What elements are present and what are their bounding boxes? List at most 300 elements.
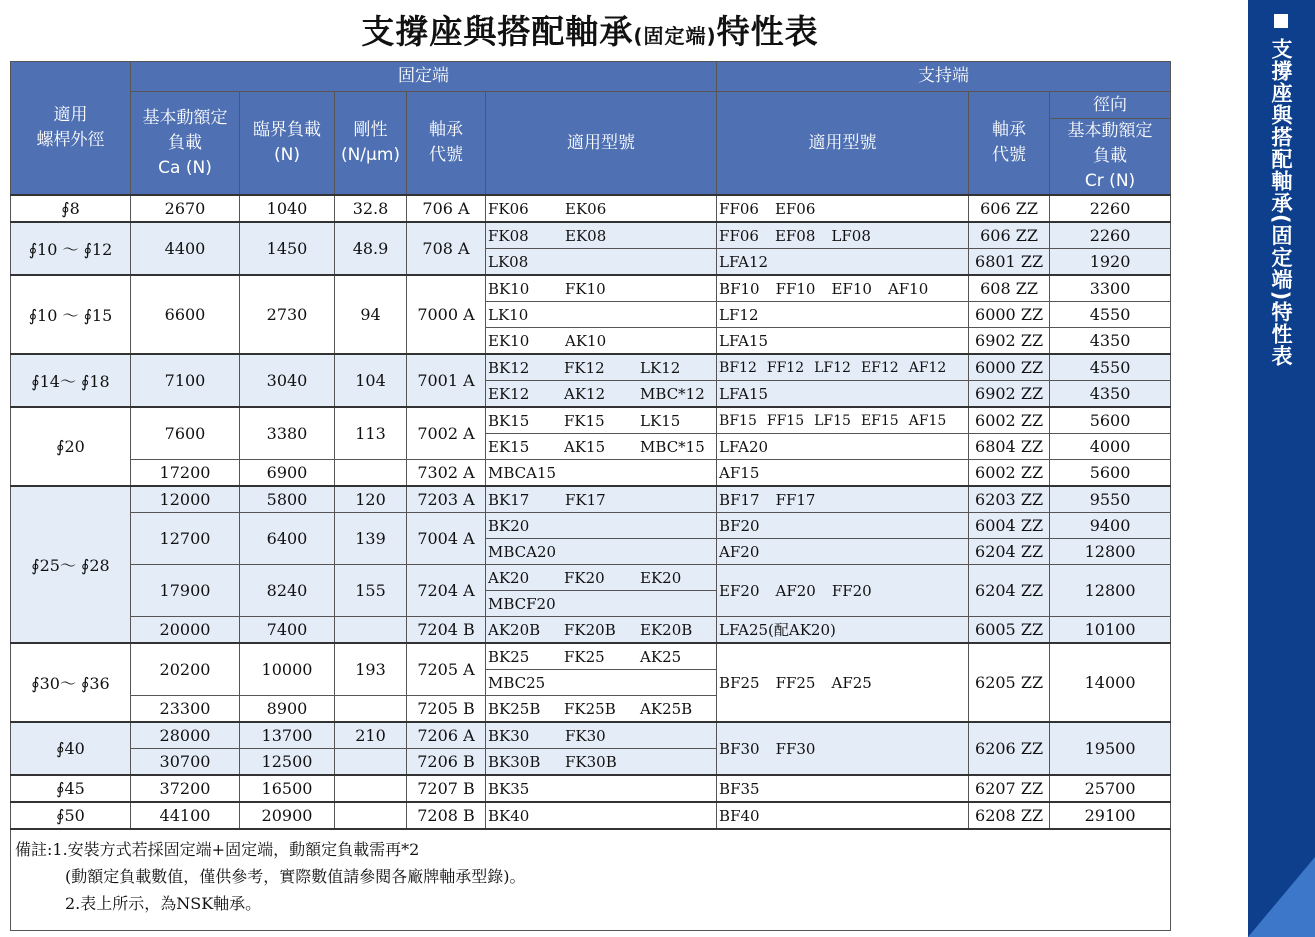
table-cell: 6205 ZZ: [969, 643, 1050, 722]
cell-text: FF10: [775, 279, 816, 298]
cell-text: LK10: [488, 305, 529, 324]
cell-text: BF35: [719, 779, 760, 798]
table-cell: 7400: [240, 617, 335, 644]
note-line: 備註:1.安裝方式若採固定端+固定端，動額定負載需再*2: [15, 840, 420, 859]
cell-text: 基本動額定: [142, 107, 228, 128]
model-cell: [486, 617, 717, 644]
model-cell: [486, 460, 717, 487]
table-cell: 44100: [131, 802, 240, 829]
table-cell: [335, 802, 407, 829]
table-cell: 6900: [240, 460, 335, 487]
table-cell: 28000: [131, 722, 240, 749]
cell-text: FK20: [564, 568, 605, 587]
table-cell: 48.9: [335, 222, 407, 275]
table-cell: 6208 ZZ: [969, 802, 1050, 829]
table-cell: 139: [335, 513, 407, 565]
table-cell: 6400: [240, 513, 335, 565]
cell-text: BK40: [488, 806, 530, 825]
cell-text: AF15: [719, 463, 760, 482]
cell-text: EK10: [488, 331, 530, 350]
table-cell: 4350: [1050, 328, 1171, 355]
cell-text: EF10: [831, 279, 872, 298]
cell-text: 軸承: [429, 120, 463, 140]
table-cell: 32.8: [335, 195, 407, 222]
cell-text: BF12: [719, 359, 757, 376]
cell-text: FK30: [565, 726, 606, 745]
table-cell: 20200: [131, 643, 240, 696]
table-cell: 6203 ZZ: [969, 486, 1050, 513]
table-cell: 7000 A: [407, 275, 486, 354]
cell-text: MBC*12: [640, 384, 705, 403]
model-cell: [486, 802, 717, 829]
model-cell: [486, 222, 717, 249]
cell-text: 臨界負載: [253, 120, 321, 140]
table-row: [11, 617, 1171, 644]
cell-text: EF12: [860, 359, 899, 376]
table-cell: 4350: [1050, 381, 1171, 408]
table-cell: 7205 B: [407, 696, 486, 723]
cell-text: 代號: [429, 145, 463, 165]
cell-text: FF17: [775, 490, 816, 509]
cell-text: AF20: [719, 542, 760, 561]
table-cell: 12500: [240, 749, 335, 776]
table-cell: [335, 749, 407, 776]
cell-text: 軸承: [992, 120, 1027, 140]
cell-text: FF30: [775, 739, 816, 758]
cell-text: EK15: [488, 437, 530, 456]
title-text: (固定端): [633, 24, 717, 48]
notes-row: [11, 829, 1171, 931]
cell-text: LF15: [814, 412, 851, 429]
table-cell: 6902 ZZ: [969, 328, 1050, 355]
table-cell: 3380: [240, 407, 335, 460]
cell-text: LF12: [719, 305, 759, 324]
cell-text: FK08: [488, 226, 529, 245]
table-cell: 4550: [1050, 302, 1171, 328]
table-cell: 706 A: [407, 195, 486, 222]
table-cell: 7002 A: [407, 407, 486, 460]
table-cell: 3300: [1050, 275, 1171, 302]
cell-text: AK20: [488, 568, 530, 587]
table-cell: 7302 A: [407, 460, 486, 487]
table-cell: 2260: [1050, 195, 1171, 222]
cell-text: BK25: [488, 647, 530, 666]
table-cell: ∮10 ～ ∮12: [11, 222, 131, 275]
model-cell: [486, 565, 717, 591]
header-radial: 徑向: [1050, 92, 1171, 119]
table-row: [11, 222, 1171, 249]
cell-text: FF20: [831, 581, 872, 600]
table-cell: 29100: [1050, 802, 1171, 829]
model-cell: [486, 328, 717, 355]
table-cell: 7206 A: [407, 722, 486, 749]
table-cell: 6204 ZZ: [969, 565, 1050, 617]
title-text: 支撐座與搭配軸承(固定端)特性表: [1269, 38, 1293, 368]
table-cell: ∮20: [11, 407, 131, 486]
header-fixed-bearing: [407, 92, 486, 196]
cell-text: Ca (N): [158, 157, 212, 178]
cell-text: FK10: [565, 279, 606, 298]
title-text: 支撐座與搭配軸承: [361, 12, 634, 51]
cell-text: EK08: [565, 226, 607, 245]
model-cell: [717, 539, 969, 565]
cell-text: 基本動額定: [1067, 121, 1153, 141]
table-cell: ∮50: [11, 802, 131, 829]
header-cr: [1050, 119, 1171, 196]
cell-text: AK25: [640, 647, 682, 666]
table-row: [11, 354, 1171, 381]
table-cell: 6600: [131, 275, 240, 354]
cell-text: AK25B: [640, 699, 693, 718]
header-support-end: 支持端: [717, 62, 1171, 92]
table-cell: ∮25～ ∮28: [11, 486, 131, 643]
cell-text: FK25: [564, 647, 605, 666]
table-cell: ∮30～ ∮36: [11, 643, 131, 722]
cell-text: LFA25(配AK20): [719, 621, 836, 639]
cell-text: BF10: [719, 279, 760, 298]
table-cell: 17200: [131, 460, 240, 487]
header-diameter: [11, 62, 131, 196]
table-cell: 6004 ZZ: [969, 513, 1050, 539]
table-cell: 113: [335, 407, 407, 460]
model-cell: [486, 749, 717, 776]
cell-text: FK20B: [564, 620, 616, 639]
table-cell: 7206 B: [407, 749, 486, 776]
cell-text: BF30: [719, 739, 760, 758]
table-row: [11, 643, 1171, 670]
table-cell: [335, 617, 407, 644]
cell-text: EF15: [860, 412, 899, 429]
model-cell: [717, 513, 969, 539]
cell-text: (N/μm): [340, 145, 401, 165]
cell-text: EF08: [774, 226, 816, 245]
table-cell: 14000: [1050, 643, 1171, 722]
cell-text: 適用: [53, 105, 88, 125]
table-cell: 5600: [1050, 407, 1171, 434]
table-cell: 7204 B: [407, 617, 486, 644]
note-line: 2.表上所示，為NSK軸承。: [65, 894, 262, 913]
table-row: [11, 407, 1171, 434]
table-row: [11, 486, 1171, 513]
sidebar-banner: [1248, 0, 1315, 937]
table-cell: [335, 775, 407, 802]
table-cell: 4550: [1050, 354, 1171, 381]
page-title: [0, 6, 1180, 53]
cell-text: BK20: [488, 516, 530, 535]
model-cell: [486, 513, 717, 539]
table-cell: 12800: [1050, 565, 1171, 617]
cell-text: LFA12: [719, 252, 769, 271]
square-bullet-icon: [1274, 14, 1288, 28]
table-cell: 37200: [131, 775, 240, 802]
cell-text: LF08: [831, 226, 871, 245]
table-cell: 608 ZZ: [969, 275, 1050, 302]
table-cell: 16500: [240, 775, 335, 802]
notes: [11, 829, 1171, 931]
table-cell: 4000: [1050, 434, 1171, 460]
cell-text: MBC*15: [640, 437, 705, 456]
corner-decoration: [1248, 857, 1315, 937]
cell-text: MBCA15: [488, 463, 557, 482]
model-cell: [486, 486, 717, 513]
cell-text: MBCF20: [488, 594, 556, 613]
table-cell: 17900: [131, 565, 240, 617]
table-cell: 2670: [131, 195, 240, 222]
table-cell: 4400: [131, 222, 240, 275]
cell-text: FK25B: [564, 699, 616, 718]
table-cell: 7205 A: [407, 643, 486, 696]
cell-text: 剛性: [353, 120, 388, 140]
model-cell: [717, 407, 969, 434]
cell-text: 負載: [168, 132, 202, 153]
table-cell: 1040: [240, 195, 335, 222]
table-row: [11, 513, 1171, 539]
table-cell: 12000: [131, 486, 240, 513]
table-cell: 708 A: [407, 222, 486, 275]
cell-text: BF15: [719, 412, 757, 429]
table-cell: 25700: [1050, 775, 1171, 802]
table-cell: 9550: [1050, 486, 1171, 513]
table-cell: 7600: [131, 407, 240, 460]
cell-text: FF06: [719, 199, 759, 218]
model-cell: [486, 591, 717, 617]
table-cell: 20000: [131, 617, 240, 644]
model-cell: [717, 722, 969, 775]
header-rigidity: [335, 92, 407, 196]
cell-text: EK06: [565, 199, 607, 218]
model-cell: [717, 486, 969, 513]
table-cell: 193: [335, 643, 407, 696]
header-fixed-end: 固定端: [131, 62, 717, 92]
table-cell: ∮45: [11, 775, 131, 802]
table-cell: 10100: [1050, 617, 1171, 644]
cell-text: 代號: [992, 145, 1027, 165]
table-cell: 6000 ZZ: [969, 302, 1050, 328]
sidebar-label: [1266, 14, 1296, 367]
model-cell: [486, 434, 717, 460]
cell-text: BK35: [488, 779, 530, 798]
table-cell: ∮40: [11, 722, 131, 775]
table-row: [11, 565, 1171, 591]
cell-text: 負載: [1093, 146, 1128, 166]
table-row: [11, 195, 1171, 222]
model-cell: [717, 222, 969, 249]
cell-text: BK10: [488, 279, 530, 298]
cell-text: (N): [274, 145, 300, 165]
cell-text: LK12: [640, 358, 681, 377]
table-cell: 6902 ZZ: [969, 381, 1050, 408]
table-cell: 155: [335, 565, 407, 617]
table-cell: [335, 696, 407, 723]
cell-text: FK15: [564, 411, 605, 430]
table-row: [11, 722, 1171, 749]
table-cell: 7001 A: [407, 354, 486, 407]
cell-text: AF20: [775, 581, 816, 600]
table-row: [11, 460, 1171, 487]
model-cell: [486, 696, 717, 723]
cell-text: AF15: [908, 412, 947, 429]
table-cell: 6005 ZZ: [969, 617, 1050, 644]
table-row: [11, 275, 1171, 302]
cell-text: FK06: [488, 199, 529, 218]
table-cell: 6804 ZZ: [969, 434, 1050, 460]
model-cell: [486, 275, 717, 302]
table-cell: 1920: [1050, 249, 1171, 276]
table-cell: ∮14～ ∮18: [11, 354, 131, 407]
cell-text: AF10: [887, 279, 929, 298]
table-cell: 1450: [240, 222, 335, 275]
table-cell: 7208 B: [407, 802, 486, 829]
header-support-bearing: [969, 92, 1050, 196]
model-cell: [486, 249, 717, 276]
cell-text: LFA15: [719, 331, 769, 350]
table-row: [11, 802, 1171, 829]
model-cell: [486, 539, 717, 565]
table-cell: 30700: [131, 749, 240, 776]
cell-text: LF12: [814, 359, 851, 376]
table-cell: 7004 A: [407, 513, 486, 565]
table-cell: ∮10 ～ ∮15: [11, 275, 131, 354]
model-cell: [486, 643, 717, 670]
table-cell: 5600: [1050, 460, 1171, 487]
table-cell: 606 ZZ: [969, 195, 1050, 222]
table-cell: 9400: [1050, 513, 1171, 539]
model-cell: [717, 643, 969, 722]
cell-text: LK15: [640, 411, 681, 430]
cell-text: BK25B: [488, 699, 541, 718]
table-cell: 120: [335, 486, 407, 513]
table-cell: 6002 ZZ: [969, 407, 1050, 434]
table-cell: 3040: [240, 354, 335, 407]
table-cell: 6000 ZZ: [969, 354, 1050, 381]
model-cell: [717, 802, 969, 829]
table-cell: 6204 ZZ: [969, 539, 1050, 565]
header-support-models: 適用型號: [717, 92, 969, 196]
cell-text: FF25: [775, 673, 816, 692]
table-cell: 606 ZZ: [969, 222, 1050, 249]
cell-text: FF06: [719, 226, 759, 245]
table-cell: 13700: [240, 722, 335, 749]
cell-text: Cr (N): [1084, 171, 1136, 191]
table-cell: 2260: [1050, 222, 1171, 249]
model-cell: [717, 275, 969, 302]
model-cell: [486, 775, 717, 802]
table-cell: 6207 ZZ: [969, 775, 1050, 802]
cell-text: FF12: [766, 359, 805, 376]
model-cell: [717, 460, 969, 487]
cell-text: BK17: [488, 490, 530, 509]
table-cell: 7207 B: [407, 775, 486, 802]
model-cell: [486, 354, 717, 381]
cell-text: EF06: [774, 199, 816, 218]
table-cell: 6801 ZZ: [969, 249, 1050, 276]
table-cell: 19500: [1050, 722, 1171, 775]
title-text: 特性表: [716, 12, 819, 51]
cell-text: FK30B: [565, 752, 617, 771]
cell-text: 螺桿外徑: [36, 130, 105, 150]
table-row: [11, 775, 1171, 802]
model-cell: [486, 381, 717, 408]
table-cell: 6002 ZZ: [969, 460, 1050, 487]
cell-text: AK20B: [488, 620, 541, 639]
table-cell: 7203 A: [407, 486, 486, 513]
model-cell: [486, 407, 717, 434]
table-cell: 2730: [240, 275, 335, 354]
cell-text: AF25: [831, 673, 872, 692]
table-cell: 7100: [131, 354, 240, 407]
table-cell: 12800: [1050, 539, 1171, 565]
table-cell: 94: [335, 275, 407, 354]
cell-text: FK12: [564, 358, 605, 377]
cell-text: MBC25: [488, 673, 546, 692]
header-ca: [131, 92, 240, 196]
cell-text: AK10: [565, 331, 607, 350]
cell-text: LK08: [488, 252, 529, 271]
model-cell: [717, 195, 969, 222]
table-cell: 210: [335, 722, 407, 749]
model-cell: [717, 617, 969, 644]
table-cell: 8240: [240, 565, 335, 617]
table-cell: 12700: [131, 513, 240, 565]
model-cell: [486, 302, 717, 328]
table-cell: [335, 460, 407, 487]
cell-text: BK30B: [488, 752, 541, 771]
cell-text: LFA20: [719, 437, 769, 456]
table-cell: 7204 A: [407, 565, 486, 617]
cell-text: BK12: [488, 358, 530, 377]
model-cell: [486, 670, 717, 696]
cell-text: LFA15: [719, 384, 769, 403]
cell-text: FK17: [565, 490, 606, 509]
cell-text: MBCA20: [488, 542, 557, 561]
model-cell: [717, 381, 969, 408]
model-cell: [717, 249, 969, 276]
table-cell: 104: [335, 354, 407, 407]
cell-text: EK20: [640, 568, 682, 587]
model-cell: [717, 565, 969, 617]
table-cell: 10000: [240, 643, 335, 696]
cell-text: BF20: [719, 516, 760, 535]
model-cell: [486, 722, 717, 749]
table-cell: 5800: [240, 486, 335, 513]
table-cell: ∮8: [11, 195, 131, 222]
model-cell: [486, 195, 717, 222]
cell-text: BF25: [719, 673, 760, 692]
table-cell: 20900: [240, 802, 335, 829]
cell-text: AF12: [908, 359, 947, 376]
cell-text: BK30: [488, 726, 530, 745]
cell-text: EK12: [488, 384, 530, 403]
spec-table: [10, 61, 1171, 931]
cell-text: FF15: [766, 412, 805, 429]
cell-text: BF40: [719, 806, 760, 825]
note-line: (動額定負載數值，僅供參考，實際數值請參閱各廠牌軸承型錄)。: [65, 867, 526, 886]
model-cell: [717, 302, 969, 328]
model-cell: [717, 434, 969, 460]
table-cell: 8900: [240, 696, 335, 723]
header-fixed-models: 適用型號: [486, 92, 717, 196]
cell-text: EK20B: [640, 620, 693, 639]
cell-text: AK12: [564, 384, 606, 403]
cell-text: BF17: [719, 490, 760, 509]
model-cell: [717, 354, 969, 381]
table-cell: 23300: [131, 696, 240, 723]
table-cell: 6206 ZZ: [969, 722, 1050, 775]
cell-text: BK15: [488, 411, 530, 430]
model-cell: [717, 328, 969, 355]
cell-text: AK15: [564, 437, 606, 456]
cell-text: EF20: [719, 581, 760, 600]
